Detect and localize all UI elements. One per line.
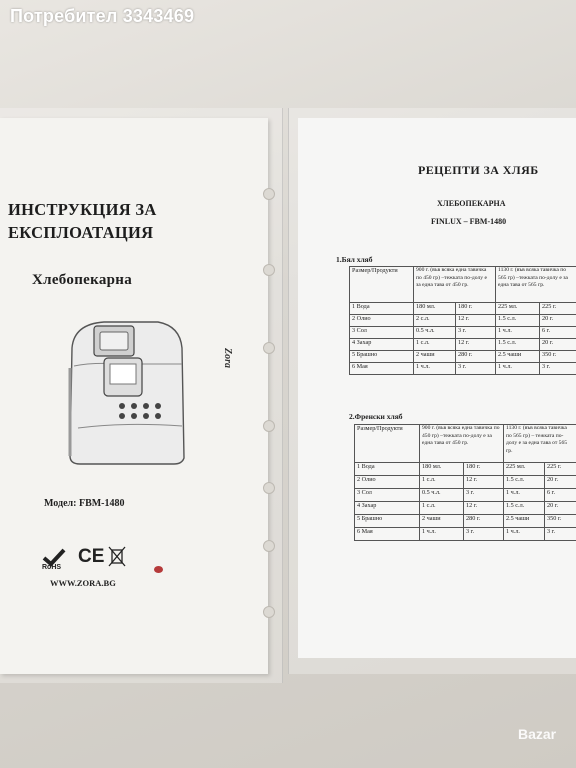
table-cell: 20 г.	[545, 502, 576, 515]
table-cell: 1.5 с.л.	[504, 502, 545, 515]
punch-hole	[263, 264, 275, 276]
table-cell: 3 г.	[456, 363, 496, 375]
table-cell: 2 Олио	[355, 476, 420, 489]
table-cell: 0.5 ч.л.	[420, 489, 464, 502]
table-cell: 3 г.	[464, 528, 504, 541]
table-row	[350, 327, 576, 339]
table-cell: 180 г.	[464, 463, 504, 476]
recipes-subtitle: ХЛЕБОПЕКАРНА	[437, 199, 506, 208]
table-cell: 12 г.	[456, 315, 496, 327]
table-row	[355, 502, 576, 515]
table-cell: 20 г.	[540, 339, 576, 351]
table-cell: 1 ч.л.	[414, 363, 456, 375]
table-row	[355, 528, 576, 541]
table-cell: 1 ч.л.	[496, 363, 540, 375]
table-row	[355, 476, 576, 489]
table-row	[355, 489, 576, 502]
table-cell: 3 г.	[464, 489, 504, 502]
table-cell: 900 г. (във всяка една тавичка по 450 гр) –тежката по-долу е за една тава от 450 гр.	[420, 425, 504, 463]
table-cell: 3 Сол	[355, 489, 420, 502]
table-row	[350, 351, 576, 363]
table-cell: 12 г.	[456, 339, 496, 351]
table-cell: 20 г.	[540, 315, 576, 327]
table-cell: 280 г.	[464, 515, 504, 528]
table-cell: 1 с.л.	[414, 339, 456, 351]
table-cell: 180 г.	[456, 303, 496, 315]
punch-hole	[263, 342, 275, 354]
punch-hole	[263, 482, 275, 494]
section-heading-white-bread: 1.Бял хляб	[336, 255, 373, 264]
punch-hole	[263, 540, 275, 552]
rohs-label: RoHS	[42, 564, 62, 571]
table-cell: 3 г.	[456, 327, 496, 339]
punch-hole	[263, 188, 275, 200]
table-cell: 180 мл.	[414, 303, 456, 315]
table-row	[350, 363, 576, 375]
table-cell: 1 ч.л.	[504, 489, 545, 502]
table-cell: 4 Захар	[355, 502, 420, 515]
table-cell: 1 с.л.	[420, 502, 464, 515]
table-row	[355, 463, 576, 476]
booklet-title-line2: ЕКСПЛОАТАЦИЯ	[8, 223, 154, 242]
booklet-subtitle: Хлебопекарна	[32, 272, 133, 288]
section-heading-french-bread: 2.Френски хляб	[349, 412, 403, 421]
table-cell: 1 ч.л.	[496, 327, 540, 339]
table-cell: 1 Вода	[350, 303, 414, 315]
table-cell: 12 г.	[464, 476, 504, 489]
table-cell: 6 г.	[545, 489, 576, 502]
table-cell: 1130 г. (във всяка тавичка по 565 гр) – тежката по-долу е за една тава от 565 гр.	[504, 425, 576, 463]
table-cell: 900 г. (във всяка една тавичка по 450 гр) –тежката по-долу е за една тава от 450 гр.	[414, 267, 496, 303]
table-cell: 2.5 чаши	[496, 351, 540, 363]
table-cell: Размер/Продукти	[355, 425, 420, 463]
table-cell: 1.5 с.л.	[496, 339, 540, 351]
table-row	[350, 339, 576, 351]
table-cell: 225 мл.	[496, 303, 540, 315]
table-cell: 350 г.	[540, 351, 576, 363]
table-row	[350, 315, 576, 327]
crossed-bin-icon	[108, 546, 126, 568]
punch-hole	[263, 606, 275, 618]
booklet-title-line1: ИНСТРУКЦИЯ ЗА	[8, 200, 157, 219]
table-cell: 5 Брашно	[350, 351, 414, 363]
table-row	[355, 515, 576, 528]
table-cell: 1 Вода	[355, 463, 420, 476]
table-cell: 2.5 чаши	[504, 515, 545, 528]
table-cell: 3 г.	[540, 363, 576, 375]
user-watermark: Потребител 3343469	[10, 6, 195, 26]
table-cell: 1130 г. (във всяка тавичка по 565 гр) –тежката по-долу е за една тава от 565 гр.	[496, 267, 576, 303]
table-cell: 350 г.	[545, 515, 576, 528]
table-cell: 225 г.	[540, 303, 576, 315]
table-cell: 280 г.	[456, 351, 496, 363]
bread-maker-illustration	[64, 318, 188, 468]
table-cell: 1.5 с.л.	[504, 476, 545, 489]
punch-hole	[263, 420, 275, 432]
table-cell: 3 Сол	[350, 327, 414, 339]
table-cell: 6 г.	[540, 327, 576, 339]
table-header-row	[350, 267, 576, 303]
table-cell: 1 ч.л.	[420, 528, 464, 541]
table-cell: 2 чаши	[414, 351, 456, 363]
table-cell: 5 Брашно	[355, 515, 420, 528]
table-cell: 1 с.л.	[420, 476, 464, 489]
table-cell: 20 г.	[545, 476, 576, 489]
table-cell: 2 с.л.	[414, 315, 456, 327]
recipes-title: РЕЦЕПТИ ЗА ХЛЯБ	[418, 163, 539, 177]
table-cell: 6 Мая	[350, 363, 414, 375]
booklet-brand-vertical: Zora	[222, 348, 233, 368]
ce-mark: CE	[78, 546, 105, 567]
booklet-model: Модел: FBM-1480	[44, 498, 125, 509]
recipes-model-line: FINLUX – FBM-1480	[431, 217, 507, 226]
table-cell: 2 Олио	[350, 315, 414, 327]
white-bread-table	[349, 266, 576, 375]
table-cell: 12 г.	[464, 502, 504, 515]
table-cell: 3 г.	[545, 528, 576, 541]
table-cell: 225 мл.	[504, 463, 545, 476]
french-bread-table	[354, 424, 576, 541]
table-cell: 2 чаши	[420, 515, 464, 528]
table-cell: 6 Мая	[355, 528, 420, 541]
booklet-title	[8, 198, 198, 244]
booklet-website: WWW.ZORA.BG	[50, 578, 116, 588]
red-spot	[154, 566, 163, 573]
table-row	[350, 303, 576, 315]
bazar-logo-watermark: Bazar	[518, 726, 557, 742]
table-cell: 180 мл.	[420, 463, 464, 476]
table-header-row	[355, 425, 576, 463]
table-cell: Размер/Продукти	[350, 267, 414, 303]
table-cell: 1 ч.л.	[504, 528, 545, 541]
table-cell: 4 Захар	[350, 339, 414, 351]
table-cell: 1.5 с.л.	[496, 315, 540, 327]
table-cell: 225 г.	[545, 463, 576, 476]
table-cell: 0.5 ч.л.	[414, 327, 456, 339]
